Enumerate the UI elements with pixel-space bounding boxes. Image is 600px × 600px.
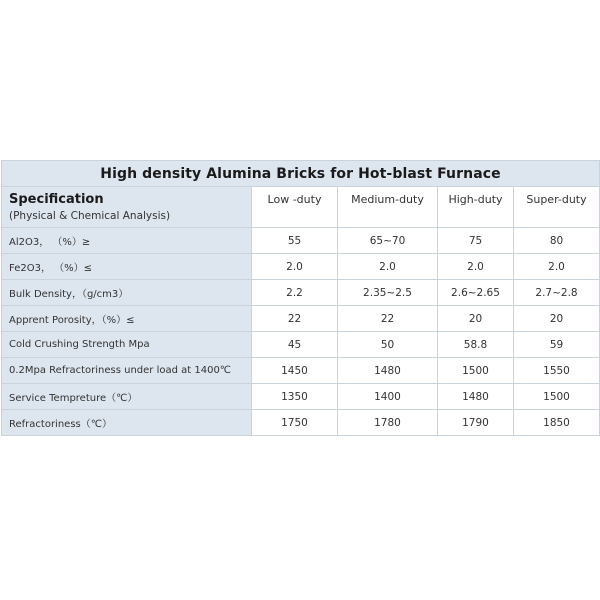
table-cell: 1450 <box>252 358 338 384</box>
table-cell: 2.2 <box>252 280 338 306</box>
table-cell: 50 <box>338 332 438 358</box>
row-label: Service Tempreture（℃） <box>2 384 252 410</box>
table-row <box>2 280 600 306</box>
table-cell: 22 <box>252 306 338 332</box>
spec-header-cell <box>2 187 252 228</box>
table-cell: 2.0 <box>438 254 514 280</box>
table-cell: 1500 <box>438 358 514 384</box>
table-cell: 2.0 <box>338 254 438 280</box>
table-cell: 1780 <box>338 410 438 436</box>
table-cell: 2.35~2.5 <box>338 280 438 306</box>
row-label: Fe2O3， （%）≤ <box>2 254 252 280</box>
table-cell: 1400 <box>338 384 438 410</box>
spec-table-container <box>0 160 600 441</box>
column-header-high-duty: High-duty <box>438 187 514 228</box>
table-row <box>2 228 600 254</box>
row-label: Apprent Porosity，（%）≤ <box>2 306 252 332</box>
table-cell: 55 <box>252 228 338 254</box>
table-cell: 20 <box>514 306 600 332</box>
spec-title: Specification <box>9 192 104 207</box>
table-cell: 1750 <box>252 410 338 436</box>
table-cell: 20 <box>438 306 514 332</box>
column-header-super-duty: Super-duty <box>514 187 600 228</box>
column-header-low-duty: Low -duty <box>252 187 338 228</box>
spec-table <box>1 160 600 436</box>
table-cell: 58.8 <box>438 332 514 358</box>
table-row <box>2 384 600 410</box>
table-cell: 1480 <box>338 358 438 384</box>
table-row <box>2 306 600 332</box>
table-cell: 45 <box>252 332 338 358</box>
table-cell: 1500 <box>514 384 600 410</box>
table-title: High density Alumina Bricks for Hot-blast Furnace <box>2 161 600 187</box>
row-label: Refractoriness（℃） <box>2 410 252 436</box>
table-cell: 1350 <box>252 384 338 410</box>
row-label: Bulk Density，（g/cm3） <box>2 280 252 306</box>
table-cell: 1550 <box>514 358 600 384</box>
table-cell: 1480 <box>438 384 514 410</box>
table-cell: 1790 <box>438 410 514 436</box>
table-row <box>2 358 600 384</box>
table-cell: 2.7~2.8 <box>514 280 600 306</box>
table-row <box>2 254 600 280</box>
title-row <box>2 161 600 187</box>
table-cell: 65~70 <box>338 228 438 254</box>
table-cell: 1850 <box>514 410 600 436</box>
row-label: Al2O3， （%）≥ <box>2 228 252 254</box>
table-cell: 80 <box>514 228 600 254</box>
row-label: 0.2Mpa Refractoriness under load at 1400℃ <box>2 358 252 384</box>
table-cell: 75 <box>438 228 514 254</box>
spec-subtitle: (Physical & Chemical Analysis) <box>9 210 171 222</box>
header-row <box>2 187 600 228</box>
table-cell: 59 <box>514 332 600 358</box>
row-label: Cold Crushing Strength Mpa <box>2 332 252 358</box>
table-cell: 2.0 <box>252 254 338 280</box>
column-header-medium-duty: Medium-duty <box>338 187 438 228</box>
table-cell: 2.6~2.65 <box>438 280 514 306</box>
table-row <box>2 332 600 358</box>
table-row <box>2 410 600 436</box>
table-cell: 22 <box>338 306 438 332</box>
table-cell: 2.0 <box>514 254 600 280</box>
